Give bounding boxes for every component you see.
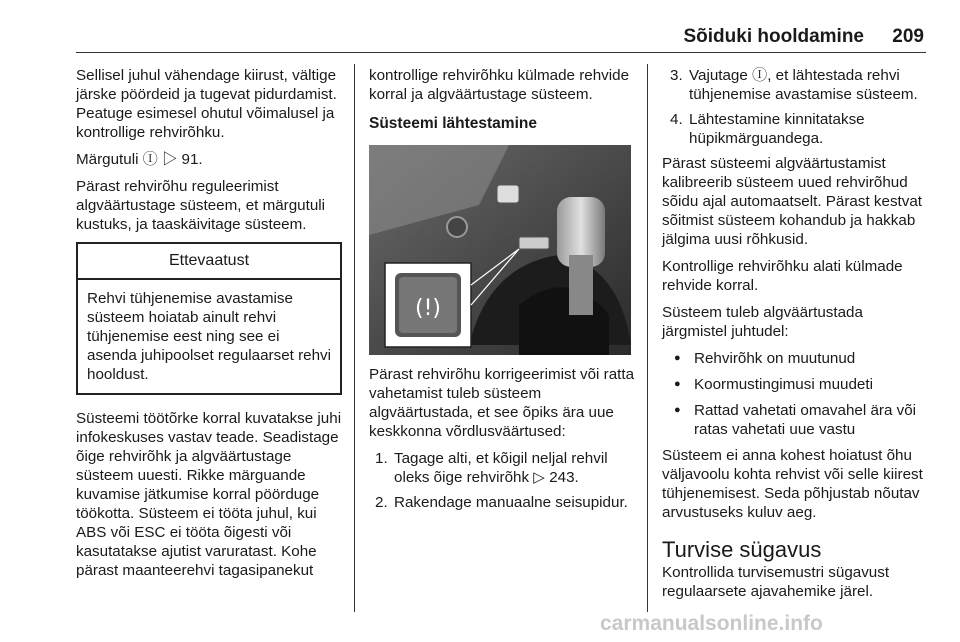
paragraph-indicator-ref: Märgutuli Ⓘ ▷ 91. xyxy=(76,151,203,168)
paragraph: Kontrollida turvisemustri sügavust regulaarsete ajavahemike järel. xyxy=(662,564,890,600)
list-item: ● Rattad vahetati omavahel ära või ratas vahetati uue vastu xyxy=(662,401,930,439)
page-number: 209 xyxy=(892,26,924,47)
subheading-system-reset: Süsteemi lähtestamine xyxy=(369,115,537,132)
paragraph: Süsteem tuleb algväärtustada järgmistel juhtudel: xyxy=(662,304,863,340)
paragraph: kontrollige rehvirõhku külmade rehvide korral ja algväärtustage süsteem. xyxy=(369,67,630,103)
bullet-list xyxy=(662,349,930,439)
column-divider xyxy=(647,64,648,612)
column-2 xyxy=(369,66,635,518)
section-title: Sõiduki hooldamine xyxy=(683,26,864,47)
caution-text: Rehvi tühjenemise avastamise süsteem hoiatab ainult rehvi tühjenemise eest ning see ei asenda juhipoolset regulaarset rehvi hooldust. xyxy=(87,290,332,383)
list-item: 4. Lähtestamine kinnitatakse hüpikmärguandega. xyxy=(670,111,865,147)
paragraph: Pärast rehvirõhu reguleerimist algväärtustage süsteem, et märgutuli kustuks, ja taaskäivitage süsteem. xyxy=(76,178,326,233)
caution-box xyxy=(76,242,342,395)
column-divider xyxy=(354,64,355,612)
paragraph: Pärast süsteemi algväärtustamist kalibreerib süsteem uued rehvirõhud sõidu ajal automaatselt. Pärast kestvat sõitmist süsteem kohandub ja hakkab jälgima uusi rõhkusid. xyxy=(662,155,923,248)
list-item: 2. Rakendage manuaalne seisupidur. xyxy=(375,494,628,511)
steps-list xyxy=(369,449,635,512)
column-3 xyxy=(662,66,930,609)
paragraph: Pärast rehvirõhu korrigeerimist või ratta vahetamist tuleb süsteem algväärtustada, et see õpiks ära uue keskkonna võrdlusväärtused: xyxy=(369,366,635,440)
steps-list-continued xyxy=(662,66,930,148)
paragraph: Süsteem ei anna kohest hoiatust õhu väljavoolu kohta rehvist või selle kiirest tühjenemisest. Seda põhjustab nõutav arvustuseks kuluv aeg. xyxy=(662,447,923,521)
heading-tread-depth: Turvise sügavus xyxy=(662,537,822,562)
page-header xyxy=(76,24,926,53)
list-item: 3. Vajutage Ⓘ, et lähtestada rehvi tühjenemise avastamise süsteem. xyxy=(670,67,918,103)
paragraph: Sellisel juhul vähendage kiirust, vältige järske pöördeid ja tugevat pidurdamist. Peatuge esimesel ohutul võimalusel ja kontrollige rehvirõhku. xyxy=(76,67,337,141)
watermark: carmanualsonline.info xyxy=(600,612,823,635)
caution-title: Ettevaatust xyxy=(78,244,340,280)
console-photo xyxy=(369,145,631,355)
column-1 xyxy=(76,66,342,588)
list-item: 1. Tagage alti, et kõigil neljal rehvil oleks õige rehvirõhk ▷ 243. xyxy=(375,450,608,486)
svg-text:(!): (!) xyxy=(415,296,441,321)
paragraph: Süsteemi töötõrke korral kuvatakse juhi infokeskuses vastav teade. Seadistage õige rehvirõhk ja algväärtustage süsteem uuesti. Rikke märguande kuvamise jätkumise korral pöörduge töökotta. Süsteem ei tööta juhul, kui ABS või ESC ei tööta õigesti või kasutatakse ajutist varuratast. Kohe pärast maanteerehvi tagasipanekut xyxy=(76,410,342,579)
paragraph: Kontrollige rehvirõhku alati külmade rehvide korral. xyxy=(662,258,903,294)
list-item: ● Rehvirõhk on muutunud xyxy=(662,349,930,368)
list-item: ● Koormustingimusi muudeti xyxy=(662,375,930,394)
